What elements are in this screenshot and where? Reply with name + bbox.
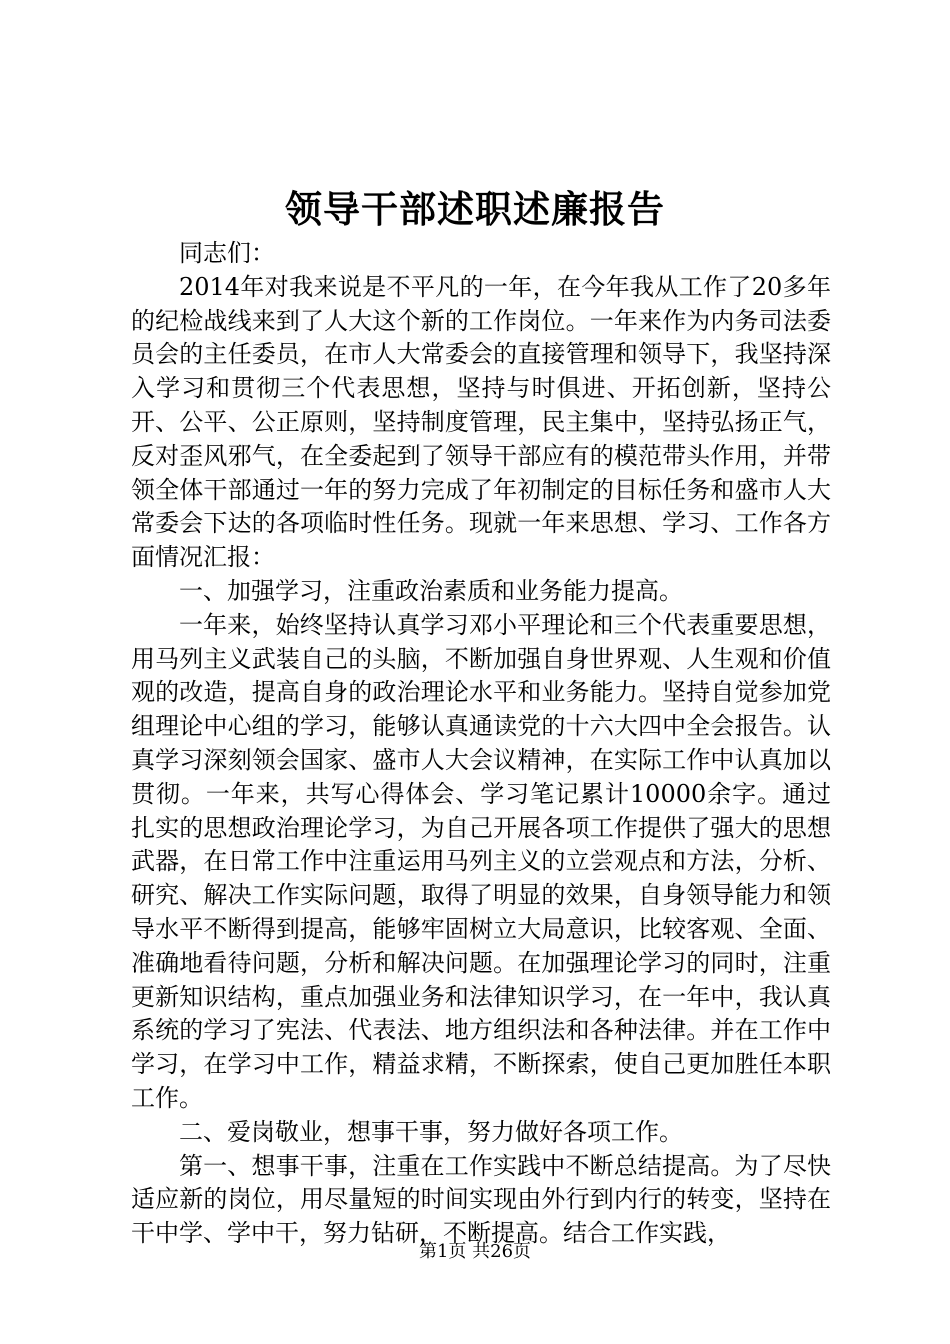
page-number-footer: 第1页 共26页 [418,1241,532,1262]
body-paragraph-2: 第一、想事干事，注重在工作实践中不断总结提高。为了尽快适应新的岗位，用尽量短的时间实现由外行到内行的转变，坚持在干中学、学中干，努力钻研，不断提高。结合工作实践， [131,1151,831,1248]
document-body [131,237,831,1251]
document-title: 领导干部述职述廉报告 [285,187,665,231]
body-paragraph-1: 一年来，始终坚持认真学习邓小平理论和三个代表重要思想，用马列主义武装自己的头脑，不断加强自身世界观、人生观和价值观的改造，提高自身的政治理论水平和业务能力。坚持自觉参加党组理论中心组的学习，能够认真通读党的十六大四中全会报告。认真学习深刻领会国家、盛市人大会议精神，在实际工作中认真加以贯彻。一年来，共写心得体会、学习笔记累计10000余字。通过扎实的思想政治理论学习，为自己开展各项工作提供了强大的思想武器，在日常工作中注重运用马列主义的立尝观点和方法，分析、研究、解决工作实际问题，取得了明显的效果，自身领导能力和领导水平不断得到提高，能够牢固树立大局意识，比较客观、全面、准确地看待问题，分析和解决问题。在加强理论学习的同时，注重更新知识结构，重点加强业务和法律知识学习，在一年中，我认真系统的学习了宪法、代表法、地方组织法和各种法律。并在工作中学习，在学习中工作，精益求精，不断探索，使自己更加胜任本职工作。 [131,610,831,1112]
intro-paragraph: 2014年对我来说是不平凡的一年，在今年我从工作了20多年的纪检战线来到了人大这个新的工作岗位。一年来作为内务司法委员会的主任委员，在市人大常委会的直接管理和领导下，我坚持深入学习和贯彻三个代表思想，坚持与时俱进、开拓创新，坚持公开、公平、公正原则，坚持制度管理，民主集中，坚持弘扬正气，反对歪风邪气，在全委起到了领导干部应有的模范带头作用，并带领全体干部通过一年的努力完成了年初制定的目标任务和盛市人大常委会下达的各项临时性任务。现就一年来思想、学习、工作各方面情况汇报： [131,272,831,572]
section-heading-1: 一、加强学习，注重政治素质和业务能力提高。 [179,576,683,605]
salutation: 同志们： [179,239,275,267]
section-heading-2: 二、爱岗敬业，想事干事，努力做好各项工作。 [179,1117,683,1146]
